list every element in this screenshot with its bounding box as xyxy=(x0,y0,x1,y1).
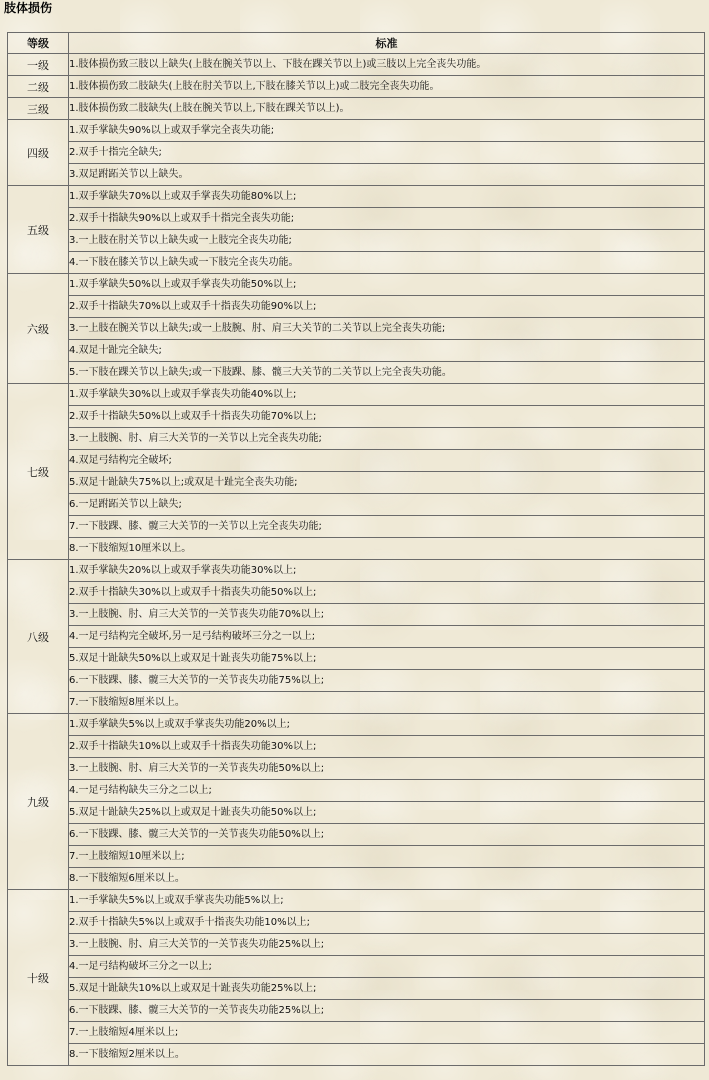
table-row xyxy=(8,560,705,582)
table-row xyxy=(8,120,705,142)
standard-cell: 1.肢体损伤致三肢以上缺失(上肢在腕关节以上、下肢在踝关节以上)或三肢以上完全丧失功能。 xyxy=(69,54,705,76)
standard-cell: 5.双足十趾缺失10%以上或双足十趾丧失功能25%以上; xyxy=(69,978,705,1000)
standard-cell: 3.一上肢在腕关节以上缺失;或一上肢腕、肘、肩三大关节的二关节以上完全丧失功能; xyxy=(69,318,705,340)
table-row xyxy=(8,186,705,208)
standard-cell: 1.双手掌缺失50%以上或双手掌丧失功能50%以上; xyxy=(69,274,705,296)
table-body xyxy=(8,54,705,1066)
table-row xyxy=(8,692,705,714)
header-standard: 标准 xyxy=(69,33,705,54)
table-row xyxy=(8,868,705,890)
standard-cell: 5.双足十趾缺失50%以上或双足十趾丧失功能75%以上; xyxy=(69,648,705,670)
header-grade: 等级 xyxy=(8,33,69,54)
grade-cell: 二级 xyxy=(8,76,69,98)
standard-cell: 3.一上肢腕、肘、肩三大关节的一关节丧失功能25%以上; xyxy=(69,934,705,956)
table-row xyxy=(8,252,705,274)
standard-cell: 3.一上肢腕、肘、肩三大关节的一关节丧失功能50%以上; xyxy=(69,758,705,780)
standard-cell: 7.一下肢踝、膝、髋三大关节的一关节以上完全丧失功能; xyxy=(69,516,705,538)
standard-cell: 2.双手十指缺失10%以上或双手十指丧失功能30%以上; xyxy=(69,736,705,758)
standard-cell: 3.一上肢腕、肘、肩三大关节的一关节丧失功能70%以上; xyxy=(69,604,705,626)
standard-cell: 1.双手掌缺失90%以上或双手掌完全丧失功能; xyxy=(69,120,705,142)
standard-cell: 2.双手十指缺失30%以上或双手十指丧失功能50%以上; xyxy=(69,582,705,604)
table-row xyxy=(8,912,705,934)
standard-cell: 1.双手掌缺失70%以上或双手掌丧失功能80%以上; xyxy=(69,186,705,208)
standard-cell: 6.一下肢踝、膝、髋三大关节的一关节丧失功能75%以上; xyxy=(69,670,705,692)
table-row xyxy=(8,670,705,692)
standard-cell: 2.双手十指缺失70%以上或双手十指丧失功能90%以上; xyxy=(69,296,705,318)
standard-cell: 6.一下肢踝、膝、髋三大关节的一关节丧失功能50%以上; xyxy=(69,824,705,846)
standard-cell: 1.一手掌缺失5%以上或双手掌丧失功能5%以上; xyxy=(69,890,705,912)
table-row xyxy=(8,98,705,120)
grade-cell: 十级 xyxy=(8,890,69,1066)
table-row xyxy=(8,296,705,318)
standard-cell: 5.双足十趾缺失25%以上或双足十趾丧失功能50%以上; xyxy=(69,802,705,824)
table-row xyxy=(8,384,705,406)
table-row xyxy=(8,780,705,802)
table-row xyxy=(8,648,705,670)
table-row xyxy=(8,758,705,780)
standard-cell: 2.双手十指缺失50%以上或双手十指丧失功能70%以上; xyxy=(69,406,705,428)
table-row xyxy=(8,472,705,494)
standard-cell: 4.双足十趾完全缺失; xyxy=(69,340,705,362)
table-row xyxy=(8,164,705,186)
table-row xyxy=(8,934,705,956)
grade-cell: 六级 xyxy=(8,274,69,384)
standard-cell: 7.一下肢缩短8厘米以上。 xyxy=(69,692,705,714)
table-row xyxy=(8,1022,705,1044)
table-row xyxy=(8,890,705,912)
standard-cell: 4.双足弓结构完全破坏; xyxy=(69,450,705,472)
standard-cell: 4.一足弓结构缺失三分之二以上; xyxy=(69,780,705,802)
standard-cell: 1.双手掌缺失30%以上或双手掌丧失功能40%以上; xyxy=(69,384,705,406)
table-row xyxy=(8,824,705,846)
standard-cell: 8.一下肢缩短2厘米以上。 xyxy=(69,1044,705,1066)
standard-cell: 3.一上肢在肘关节以上缺失或一上肢完全丧失功能; xyxy=(69,230,705,252)
table-row xyxy=(8,604,705,626)
standard-cell: 8.一下肢缩短6厘米以上。 xyxy=(69,868,705,890)
table-row xyxy=(8,494,705,516)
table-row xyxy=(8,340,705,362)
standard-cell: 4.一足弓结构破坏三分之一以上; xyxy=(69,956,705,978)
standard-cell: 4.一下肢在膝关节以上缺失或一下肢完全丧失功能。 xyxy=(69,252,705,274)
standard-cell: 7.一上肢缩短10厘米以上; xyxy=(69,846,705,868)
standard-cell: 4.一足弓结构完全破坏,另一足弓结构破坏三分之一以上; xyxy=(69,626,705,648)
standard-cell: 3.双足跗跖关节以上缺失。 xyxy=(69,164,705,186)
table-row xyxy=(8,736,705,758)
table-row xyxy=(8,274,705,296)
standard-cell: 5.一下肢在踝关节以上缺失;或一下肢踝、膝、髋三大关节的二关节以上完全丧失功能。 xyxy=(69,362,705,384)
table-row xyxy=(8,142,705,164)
standard-cell: 2.双手十指缺失5%以上或双手十指丧失功能10%以上; xyxy=(69,912,705,934)
standard-cell: 1.双手掌缺失20%以上或双手掌丧失功能30%以上; xyxy=(69,560,705,582)
table-row xyxy=(8,208,705,230)
grade-cell: 四级 xyxy=(8,120,69,186)
table-row xyxy=(8,538,705,560)
table-row xyxy=(8,846,705,868)
standard-cell: 1.肢体损伤致二肢缺失(上肢在腕关节以上,下肢在踝关节以上)。 xyxy=(69,98,705,120)
grade-cell: 九级 xyxy=(8,714,69,890)
table-row xyxy=(8,626,705,648)
table-row xyxy=(8,318,705,340)
grade-cell: 三级 xyxy=(8,98,69,120)
table-row xyxy=(8,582,705,604)
table-row xyxy=(8,428,705,450)
table-row xyxy=(8,54,705,76)
standard-cell: 6.一足跗跖关节以上缺失; xyxy=(69,494,705,516)
grade-cell: 五级 xyxy=(8,186,69,274)
grade-cell: 一级 xyxy=(8,54,69,76)
standard-cell: 6.一下肢踝、膝、髋三大关节的一关节丧失功能25%以上; xyxy=(69,1000,705,1022)
standard-cell: 8.一下肢缩短10厘米以上。 xyxy=(69,538,705,560)
table-row xyxy=(8,76,705,98)
table-row xyxy=(8,230,705,252)
table-row xyxy=(8,1000,705,1022)
table-row xyxy=(8,406,705,428)
standard-cell: 1.双手掌缺失5%以上或双手掌丧失功能20%以上; xyxy=(69,714,705,736)
standard-cell: 2.双手十指缺失90%以上或双手十指完全丧失功能; xyxy=(69,208,705,230)
standard-cell: 3.一上肢腕、肘、肩三大关节的一关节以上完全丧失功能; xyxy=(69,428,705,450)
page-title: 肢体损伤 xyxy=(4,1,53,15)
table-row xyxy=(8,956,705,978)
table-header-row xyxy=(8,33,705,54)
table-row xyxy=(8,362,705,384)
table-row xyxy=(8,450,705,472)
standard-cell: 1.肢体损伤致二肢缺失(上肢在肘关节以上,下肢在膝关节以上)或二肢完全丧失功能。 xyxy=(69,76,705,98)
standard-cell: 2.双手十指完全缺失; xyxy=(69,142,705,164)
table-row xyxy=(8,516,705,538)
injury-standards-table xyxy=(7,32,705,1066)
table-row xyxy=(8,978,705,1000)
grade-cell: 七级 xyxy=(8,384,69,560)
standard-cell: 5.双足十趾缺失75%以上;或双足十趾完全丧失功能; xyxy=(69,472,705,494)
standard-cell: 7.一上肢缩短4厘米以上; xyxy=(69,1022,705,1044)
table-row xyxy=(8,714,705,736)
table-row xyxy=(8,802,705,824)
table-row xyxy=(8,1044,705,1066)
grade-cell: 八级 xyxy=(8,560,69,714)
